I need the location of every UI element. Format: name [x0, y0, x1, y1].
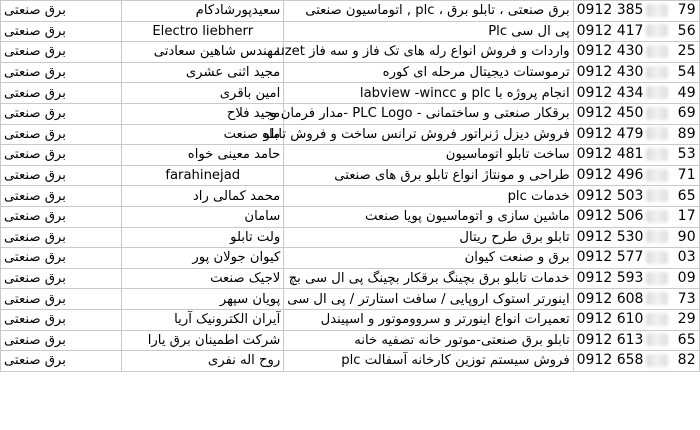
phone-number [577, 187, 696, 206]
phone-cell[interactable] [573, 42, 699, 63]
redacted-digits [646, 210, 668, 223]
table-row [1, 227, 700, 248]
table-row [1, 103, 700, 124]
redacted-digits [646, 169, 668, 182]
phone-cell[interactable] [573, 206, 699, 227]
category-cell[interactable]: برق صنعتی [1, 289, 122, 310]
name-cell[interactable]: مجید اثنی عشری [122, 62, 284, 83]
phone-prefix-text: 0912 658 [576, 352, 644, 369]
table-row [1, 330, 700, 351]
phone-number [577, 84, 696, 103]
phone-cell[interactable] [573, 62, 699, 83]
table-row [1, 351, 700, 372]
phone-suffix: 03 [677, 249, 696, 266]
description-cell[interactable]: ساخت تابلو اتوماسیون [284, 145, 573, 166]
phone-cell[interactable] [573, 268, 699, 289]
category-cell[interactable]: برق صنعتی [1, 351, 122, 372]
description-cell[interactable]: اینورتر استوک اروپایی / سافت استارتر / پی ال سی [284, 289, 573, 310]
phone-prefix-text: 0912 481 [576, 146, 644, 163]
phone-cell[interactable] [573, 309, 699, 330]
phone-number [577, 42, 696, 61]
table-row [1, 83, 700, 104]
description-cell[interactable]: برق و صنعت کیوان [284, 248, 573, 269]
redacted-digits [646, 189, 668, 202]
phone-cell[interactable] [573, 227, 699, 248]
redacted-digits [646, 354, 668, 367]
phone-cell[interactable] [573, 124, 699, 145]
phone-cell[interactable] [573, 165, 699, 186]
phone-prefix [577, 228, 669, 247]
table-row [1, 268, 700, 289]
description-cell[interactable]: تعمیرات انواع اینورتر و سرووموتور و اسپیندل [284, 309, 573, 330]
phone-number [577, 331, 696, 350]
name-cell[interactable]: ماه صنعت [122, 124, 284, 145]
phone-number [577, 1, 696, 20]
phone-suffix: 79 [677, 2, 696, 19]
phone-prefix [577, 331, 669, 350]
table-row [1, 42, 700, 63]
category-cell[interactable]: برق صنعتی [1, 227, 122, 248]
phone-number [577, 63, 696, 82]
phone-suffix: 49 [677, 84, 696, 101]
name-cell[interactable]: ولت تابلو [122, 227, 284, 248]
name-cell[interactable]: سامان [122, 206, 284, 227]
description-cell[interactable]: انجام پروژه با plc و labview -wincc [284, 83, 573, 104]
phone-prefix [577, 22, 669, 41]
description-cell[interactable]: خدمات plc [284, 186, 573, 207]
phone-suffix: 25 [677, 43, 696, 60]
phone-number [577, 269, 696, 288]
phone-number [577, 145, 696, 164]
table-row [1, 124, 700, 145]
category-cell[interactable]: برق صنعتی [1, 309, 122, 330]
phone-number [577, 207, 696, 226]
category-cell[interactable]: برق صنعتی [1, 165, 122, 186]
phone-cell[interactable] [573, 248, 699, 269]
phone-number [577, 125, 696, 144]
phone-prefix-text: 0912 530 [576, 228, 644, 245]
table-row [1, 145, 700, 166]
category-cell[interactable]: برق صنعتی [1, 186, 122, 207]
name-cell[interactable]: شرکت اطمینان برق یارا [122, 330, 284, 351]
category-cell[interactable]: برق صنعتی [1, 42, 122, 63]
redacted-digits [646, 45, 668, 58]
phone-suffix: 54 [677, 64, 696, 81]
phone-suffix: 09 [677, 270, 696, 287]
phone-suffix: 71 [677, 167, 696, 184]
category-cell[interactable]: برق صنعتی [1, 268, 122, 289]
table-row [1, 186, 700, 207]
description-cell[interactable]: طراحی و مونتاژ انواع تابلو برق های صنعتی [284, 165, 573, 186]
description-cell[interactable]: فروش سیستم توزین کارخانه آسفالت plc [284, 351, 573, 372]
phone-prefix-text: 0912 613 [576, 331, 644, 348]
table-row [1, 206, 700, 227]
name-cell[interactable]: Electro liebherr [122, 21, 284, 42]
phone-cell[interactable] [573, 351, 699, 372]
table-row [1, 21, 700, 42]
phone-suffix: 73 [677, 290, 696, 307]
category-cell[interactable]: برق صنعتی [1, 124, 122, 145]
name-cell[interactable]: لاجیک صنعت [122, 268, 284, 289]
table-row [1, 165, 700, 186]
name-cell[interactable]: مهندس شاهین سعادتی [122, 42, 284, 63]
phone-prefix-text: 0912 430 [576, 64, 644, 81]
phone-suffix: 90 [677, 228, 696, 245]
table-row [1, 1, 700, 22]
name-cell[interactable]: محمد کمالی راد [122, 186, 284, 207]
phone-prefix [577, 290, 669, 309]
phone-cell[interactable] [573, 186, 699, 207]
redacted-digits [646, 333, 668, 346]
table-row [1, 62, 700, 83]
name-cell[interactable]: سعیدپورشادکام [122, 1, 284, 22]
phone-cell[interactable] [573, 289, 699, 310]
redacted-digits [646, 66, 668, 79]
category-cell[interactable]: برق صنعتی [1, 103, 122, 124]
phone-cell[interactable] [573, 330, 699, 351]
phone-prefix [577, 166, 669, 185]
phone-prefix-text: 0912 496 [576, 167, 644, 184]
phone-prefix-text: 0912 450 [576, 105, 644, 122]
phone-prefix [577, 351, 669, 370]
phone-prefix-text: 0912 479 [576, 125, 644, 142]
phone-cell[interactable] [573, 21, 699, 42]
redacted-digits [646, 86, 668, 99]
redacted-digits [646, 313, 668, 326]
phone-prefix-text: 0912 506 [576, 208, 644, 225]
redacted-digits [646, 292, 668, 305]
phone-suffix: 65 [677, 331, 696, 348]
phone-prefix [577, 187, 669, 206]
phone-prefix [577, 63, 669, 82]
redacted-digits [646, 24, 668, 37]
description-cell[interactable]: ترموستات دیجیتال مرحله ای کوره [284, 62, 573, 83]
phone-suffix: 69 [677, 105, 696, 122]
table-row [1, 248, 700, 269]
category-cell[interactable]: برق صنعتی [1, 83, 122, 104]
redacted-digits [646, 251, 668, 264]
phone-prefix-text: 0912 593 [576, 270, 644, 287]
phone-prefix [577, 269, 669, 288]
phone-prefix-text: 0912 610 [576, 311, 644, 328]
phone-prefix-text: 0912 608 [576, 290, 644, 307]
phone-prefix [577, 84, 669, 103]
name-cell[interactable]: farahinejad [122, 165, 284, 186]
phone-suffix: 65 [677, 187, 696, 204]
category-cell[interactable]: برق صنعتی [1, 21, 122, 42]
phone-number [577, 310, 696, 329]
redacted-digits [646, 272, 668, 285]
redacted-digits [646, 4, 668, 17]
description-cell[interactable]: پی ال سی Plc [284, 21, 573, 42]
phone-suffix: 17 [677, 208, 696, 225]
redacted-digits [646, 107, 668, 120]
phone-number [577, 22, 696, 41]
phone-cell[interactable] [573, 83, 699, 104]
description-cell[interactable]: فروش دیزل ژنراتور فروش ترانس ساخت و فروش تابلو [284, 124, 573, 145]
category-cell[interactable]: برق صنعتی [1, 1, 122, 22]
description-cell[interactable]: ماشین سازی و اتوماسیون پویا صنعت [284, 206, 573, 227]
phone-cell[interactable] [573, 145, 699, 166]
category-cell[interactable]: برق صنعتی [1, 62, 122, 83]
phone-cell[interactable] [573, 103, 699, 124]
phone-number [577, 290, 696, 309]
phone-prefix [577, 310, 669, 329]
phone-prefix [577, 125, 669, 144]
phone-suffix: 53 [677, 146, 696, 163]
phone-cell[interactable] [573, 1, 699, 22]
phone-prefix [577, 1, 669, 20]
category-cell[interactable]: برق صنعتی [1, 145, 122, 166]
description-cell[interactable]: تابلو برق صنعتی-موتور خانه تصفیه خانه [284, 330, 573, 351]
phone-prefix-text: 0912 430 [576, 43, 644, 60]
redacted-digits [646, 230, 668, 243]
phone-prefix-text: 0912 434 [576, 84, 644, 101]
phone-suffix: 56 [677, 22, 696, 39]
phone-number [577, 351, 696, 370]
category-cell[interactable]: برق صنعتی [1, 206, 122, 227]
description-cell[interactable]: برق صنعتی ، تابلو برق ، plc , اتوماسیون صنعتی [284, 1, 573, 22]
name-cell[interactable]: امین باقری [122, 83, 284, 104]
table-row [1, 289, 700, 310]
description-cell[interactable]: واردات و فروش انواع رله های تک فاز و سه فاز uzet [284, 42, 573, 63]
redacted-digits [646, 148, 668, 161]
phone-prefix [577, 104, 669, 123]
category-cell[interactable]: برق صنعتی [1, 330, 122, 351]
phone-prefix-text: 0912 577 [576, 249, 644, 266]
phone-prefix [577, 207, 669, 226]
description-cell[interactable]: تابلو برق طرح ریتال [284, 227, 573, 248]
phone-prefix [577, 248, 669, 267]
name-cell[interactable]: مجید فلاح [122, 103, 284, 124]
name-cell[interactable]: حامد معینی خواه [122, 145, 284, 166]
phone-number [577, 104, 696, 123]
phone-prefix-text: 0912 417 [576, 22, 644, 39]
description-cell[interactable]: خدمات تابلو برق بچینگ برقکار بچینگ پی ال سی بچ [284, 268, 573, 289]
redacted-digits [646, 127, 668, 140]
name-cell[interactable]: پویان سپهر [122, 289, 284, 310]
phone-prefix [577, 145, 669, 164]
name-cell[interactable]: روح اله نفری [122, 351, 284, 372]
phone-number [577, 166, 696, 185]
phone-prefix-text: 0912 503 [576, 187, 644, 204]
table-row [1, 309, 700, 330]
phone-number [577, 248, 696, 267]
category-cell[interactable]: برق صنعتی [1, 248, 122, 269]
phone-suffix: 29 [677, 311, 696, 328]
name-cell[interactable]: کیوان جولان پور [122, 248, 284, 269]
description-cell[interactable]: برقکار صنعتی و ساختمانی - PLC Logo -مدار فرمان و [284, 103, 573, 124]
name-cell[interactable]: آیران الکترونیک آریا [122, 309, 284, 330]
phone-suffix: 82 [677, 352, 696, 369]
phone-prefix-text: 0912 385 [576, 2, 644, 19]
phone-suffix: 89 [677, 125, 696, 142]
phone-number [577, 228, 696, 247]
phone-prefix [577, 42, 669, 61]
